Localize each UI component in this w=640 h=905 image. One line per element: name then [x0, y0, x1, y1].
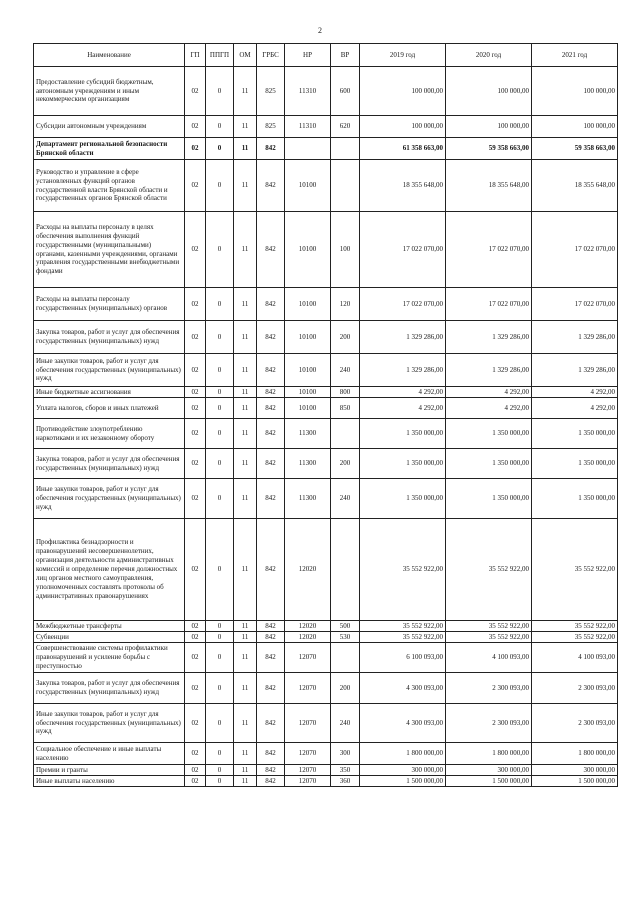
cell-ppgp: 0 — [206, 704, 234, 743]
cell-nr: 12070 — [285, 776, 331, 787]
cell-vr: 600 — [331, 67, 360, 116]
cell-nr: 10100 — [285, 321, 331, 354]
cell-om: 11 — [234, 673, 257, 704]
cell-om: 11 — [234, 632, 257, 643]
cell-ppgp: 0 — [206, 621, 234, 632]
table-row — [34, 160, 618, 212]
cell-vr — [331, 160, 360, 212]
cell-ppgp: 0 — [206, 160, 234, 212]
cell-nr: 11300 — [285, 479, 331, 519]
cell-ppgp: 0 — [206, 643, 234, 673]
cell-2020: 1 500 000,00 — [446, 776, 532, 787]
cell-nr: 11300 — [285, 449, 331, 479]
cell-om: 11 — [234, 479, 257, 519]
cell-nr: 10100 — [285, 354, 331, 387]
table-row — [34, 743, 618, 765]
cell-vr: 100 — [331, 212, 360, 288]
cell-gp: 02 — [185, 449, 206, 479]
cell-2019: 4 300 093,00 — [360, 673, 446, 704]
table-row — [34, 288, 618, 321]
cell-vr — [331, 138, 360, 160]
cell-vr: 300 — [331, 743, 360, 765]
cell-name: Совершенствование системы профилактики правонарушений и усиление борьбы с преступностью — [34, 643, 185, 673]
cell-ppgp: 0 — [206, 354, 234, 387]
cell-name: Социальное обеспечение и иные выплаты населению — [34, 743, 185, 765]
cell-name: Субсидии автономным учреждениям — [34, 116, 185, 138]
header-gp: ГП — [185, 44, 206, 67]
cell-grbs: 842 — [257, 387, 285, 398]
cell-ppgp: 0 — [206, 387, 234, 398]
header-ppgp: ППГП — [206, 44, 234, 67]
cell-2019: 1 500 000,00 — [360, 776, 446, 787]
cell-gp: 02 — [185, 704, 206, 743]
cell-grbs: 842 — [257, 419, 285, 449]
cell-grbs: 842 — [257, 479, 285, 519]
header-2020: 2020 год — [446, 44, 532, 67]
cell-2020: 1 329 286,00 — [446, 354, 532, 387]
cell-2020: 2 300 093,00 — [446, 704, 532, 743]
cell-2021: 1 350 000,00 — [532, 449, 618, 479]
cell-vr: 240 — [331, 354, 360, 387]
table-row — [34, 519, 618, 621]
cell-name: Закупка товаров, работ и услуг для обеспечения государственных (муниципальных) нужд — [34, 321, 185, 354]
cell-name: Расходы на выплаты персоналу в целях обеспечения выполнения функций государственными (муниципальными) органами, казенными учреждениями, органами управления государственными внебюджетными фондами — [34, 212, 185, 288]
cell-2020: 17 022 070,00 — [446, 288, 532, 321]
cell-ppgp: 0 — [206, 212, 234, 288]
cell-nr: 10100 — [285, 160, 331, 212]
table-row — [34, 765, 618, 776]
cell-2019: 1 350 000,00 — [360, 419, 446, 449]
page-number: 2 — [318, 26, 322, 35]
cell-2019: 35 552 922,00 — [360, 621, 446, 632]
cell-2019: 17 022 070,00 — [360, 212, 446, 288]
header-vr: ВР — [331, 44, 360, 67]
cell-nr: 12020 — [285, 632, 331, 643]
cell-om: 11 — [234, 387, 257, 398]
table-row — [34, 387, 618, 398]
cell-grbs: 842 — [257, 321, 285, 354]
cell-2021: 1 329 286,00 — [532, 354, 618, 387]
table-row — [34, 321, 618, 354]
cell-grbs: 842 — [257, 673, 285, 704]
cell-2020: 35 552 922,00 — [446, 621, 532, 632]
cell-gp: 02 — [185, 321, 206, 354]
cell-2021: 1 350 000,00 — [532, 479, 618, 519]
cell-om: 11 — [234, 776, 257, 787]
cell-gp: 02 — [185, 519, 206, 621]
table-row — [34, 116, 618, 138]
cell-2020: 4 292,00 — [446, 398, 532, 419]
cell-ppgp: 0 — [206, 138, 234, 160]
table-row — [34, 67, 618, 116]
cell-2021: 100 000,00 — [532, 116, 618, 138]
cell-2020: 59 358 663,00 — [446, 138, 532, 160]
cell-vr: 360 — [331, 776, 360, 787]
table-row — [34, 449, 618, 479]
table-row — [34, 704, 618, 743]
cell-2021: 2 300 093,00 — [532, 704, 618, 743]
cell-grbs: 842 — [257, 519, 285, 621]
cell-gp: 02 — [185, 479, 206, 519]
cell-2019: 4 292,00 — [360, 398, 446, 419]
cell-name: Субвенции — [34, 632, 185, 643]
cell-2019: 6 100 093,00 — [360, 643, 446, 673]
cell-2021: 35 552 922,00 — [532, 632, 618, 643]
cell-grbs: 842 — [257, 743, 285, 765]
cell-2019: 1 350 000,00 — [360, 449, 446, 479]
cell-2021: 35 552 922,00 — [532, 519, 618, 621]
cell-nr: 12070 — [285, 765, 331, 776]
cell-gp: 02 — [185, 116, 206, 138]
cell-2019: 18 355 648,00 — [360, 160, 446, 212]
cell-2020: 1 350 000,00 — [446, 479, 532, 519]
cell-om: 11 — [234, 116, 257, 138]
cell-2020: 1 329 286,00 — [446, 321, 532, 354]
cell-name: Департамент региональной безопасности Брянской области — [34, 138, 185, 160]
table-row — [34, 419, 618, 449]
cell-vr: 850 — [331, 398, 360, 419]
table-row — [34, 643, 618, 673]
cell-vr: 530 — [331, 632, 360, 643]
cell-nr: 12020 — [285, 519, 331, 621]
cell-grbs: 842 — [257, 138, 285, 160]
cell-nr: 12070 — [285, 643, 331, 673]
cell-2021: 4 292,00 — [532, 398, 618, 419]
cell-name: Иные закупки товаров, работ и услуг для обеспечения государственных (муниципальных) нужд — [34, 704, 185, 743]
header-2019: 2019 год — [360, 44, 446, 67]
cell-2019: 4 292,00 — [360, 387, 446, 398]
cell-2019: 17 022 070,00 — [360, 288, 446, 321]
cell-gp: 02 — [185, 643, 206, 673]
header-grbs: ГРБС — [257, 44, 285, 67]
cell-2020: 1 350 000,00 — [446, 449, 532, 479]
cell-om: 11 — [234, 288, 257, 321]
cell-2021: 1 800 000,00 — [532, 743, 618, 765]
cell-2019: 100 000,00 — [360, 116, 446, 138]
cell-grbs: 842 — [257, 632, 285, 643]
cell-nr — [285, 138, 331, 160]
table-row — [34, 138, 618, 160]
cell-2020: 100 000,00 — [446, 67, 532, 116]
cell-om: 11 — [234, 354, 257, 387]
cell-2021: 1 329 286,00 — [532, 321, 618, 354]
cell-om: 11 — [234, 519, 257, 621]
cell-ppgp: 0 — [206, 632, 234, 643]
cell-name: Расходы на выплаты персоналу государственных (муниципальных) органов — [34, 288, 185, 321]
cell-nr: 12070 — [285, 673, 331, 704]
cell-grbs: 842 — [257, 765, 285, 776]
cell-vr: 200 — [331, 321, 360, 354]
cell-vr: 800 — [331, 387, 360, 398]
cell-ppgp: 0 — [206, 743, 234, 765]
cell-gp: 02 — [185, 212, 206, 288]
table-header — [34, 44, 618, 67]
cell-ppgp: 0 — [206, 288, 234, 321]
cell-gp: 02 — [185, 160, 206, 212]
cell-2020: 1 350 000,00 — [446, 419, 532, 449]
cell-ppgp: 0 — [206, 449, 234, 479]
cell-2021: 35 552 922,00 — [532, 621, 618, 632]
cell-gp: 02 — [185, 765, 206, 776]
cell-gp: 02 — [185, 419, 206, 449]
cell-gp: 02 — [185, 632, 206, 643]
cell-om: 11 — [234, 449, 257, 479]
cell-nr: 10100 — [285, 387, 331, 398]
cell-grbs: 842 — [257, 643, 285, 673]
table-row — [34, 398, 618, 419]
cell-ppgp: 0 — [206, 673, 234, 704]
cell-2020: 2 300 093,00 — [446, 673, 532, 704]
cell-grbs: 842 — [257, 160, 285, 212]
cell-nr: 10100 — [285, 398, 331, 419]
cell-2021: 2 300 093,00 — [532, 673, 618, 704]
table-row — [34, 673, 618, 704]
cell-vr: 620 — [331, 116, 360, 138]
cell-gp: 02 — [185, 387, 206, 398]
cell-gp: 02 — [185, 621, 206, 632]
cell-grbs: 842 — [257, 354, 285, 387]
cell-2020: 300 000,00 — [446, 765, 532, 776]
cell-nr: 11310 — [285, 116, 331, 138]
cell-name: Предоставление субсидий бюджетным, автономным учреждениям и иным некоммерческим организациям — [34, 67, 185, 116]
cell-ppgp: 0 — [206, 519, 234, 621]
cell-vr: 240 — [331, 704, 360, 743]
header-om: ОМ — [234, 44, 257, 67]
cell-2020: 35 552 922,00 — [446, 632, 532, 643]
cell-2019: 35 552 922,00 — [360, 632, 446, 643]
cell-2019: 35 552 922,00 — [360, 519, 446, 621]
cell-om: 11 — [234, 743, 257, 765]
cell-name: Уплата налогов, сборов и иных платежей — [34, 398, 185, 419]
cell-nr: 10100 — [285, 288, 331, 321]
cell-gp: 02 — [185, 67, 206, 116]
cell-om: 11 — [234, 160, 257, 212]
cell-grbs: 842 — [257, 704, 285, 743]
cell-grbs: 842 — [257, 621, 285, 632]
header-2021: 2021 год — [532, 44, 618, 67]
cell-2019: 300 000,00 — [360, 765, 446, 776]
cell-ppgp: 0 — [206, 116, 234, 138]
table-row — [34, 354, 618, 387]
cell-name: Закупка товаров, работ и услуг для обеспечения государственных (муниципальных) нужд — [34, 449, 185, 479]
table-row — [34, 632, 618, 643]
cell-2020: 17 022 070,00 — [446, 212, 532, 288]
cell-gp: 02 — [185, 673, 206, 704]
cell-2020: 4 292,00 — [446, 387, 532, 398]
cell-name: Иные закупки товаров, работ и услуг для обеспечения государственных (муниципальных) нужд — [34, 479, 185, 519]
cell-om: 11 — [234, 138, 257, 160]
cell-grbs: 842 — [257, 212, 285, 288]
cell-gp: 02 — [185, 776, 206, 787]
cell-om: 11 — [234, 67, 257, 116]
cell-nr: 12070 — [285, 704, 331, 743]
cell-nr: 11300 — [285, 419, 331, 449]
cell-ppgp: 0 — [206, 776, 234, 787]
cell-om: 11 — [234, 704, 257, 743]
cell-name: Иные закупки товаров, работ и услуг для обеспечения государственных (муниципальных) нужд — [34, 354, 185, 387]
cell-ppgp: 0 — [206, 67, 234, 116]
cell-grbs: 842 — [257, 776, 285, 787]
cell-2021: 4 100 093,00 — [532, 643, 618, 673]
cell-om: 11 — [234, 398, 257, 419]
cell-2021: 4 292,00 — [532, 387, 618, 398]
cell-ppgp: 0 — [206, 398, 234, 419]
cell-2019: 100 000,00 — [360, 67, 446, 116]
cell-vr — [331, 419, 360, 449]
table-row — [34, 621, 618, 632]
cell-grbs: 825 — [257, 67, 285, 116]
cell-vr: 500 — [331, 621, 360, 632]
cell-om: 11 — [234, 419, 257, 449]
cell-om: 11 — [234, 765, 257, 776]
cell-vr — [331, 519, 360, 621]
cell-gp: 02 — [185, 743, 206, 765]
cell-vr: 350 — [331, 765, 360, 776]
cell-name: Иные бюджетные ассигнования — [34, 387, 185, 398]
cell-gp: 02 — [185, 398, 206, 419]
table-row — [34, 479, 618, 519]
cell-2020: 18 355 648,00 — [446, 160, 532, 212]
cell-2021: 1 350 000,00 — [532, 419, 618, 449]
cell-om: 11 — [234, 621, 257, 632]
cell-gp: 02 — [185, 138, 206, 160]
cell-2019: 1 329 286,00 — [360, 354, 446, 387]
cell-name: Закупка товаров, работ и услуг для обеспечения государственных (муниципальных) нужд — [34, 673, 185, 704]
cell-name: Межбюджетные трансферты — [34, 621, 185, 632]
cell-om: 11 — [234, 321, 257, 354]
cell-2020: 35 552 922,00 — [446, 519, 532, 621]
cell-2019: 61 358 663,00 — [360, 138, 446, 160]
cell-gp: 02 — [185, 354, 206, 387]
cell-vr: 120 — [331, 288, 360, 321]
cell-2021: 300 000,00 — [532, 765, 618, 776]
cell-2021: 17 022 070,00 — [532, 288, 618, 321]
cell-name: Иные выплаты населению — [34, 776, 185, 787]
header-row — [34, 44, 618, 67]
table-row — [34, 776, 618, 787]
cell-2020: 100 000,00 — [446, 116, 532, 138]
cell-ppgp: 0 — [206, 419, 234, 449]
cell-2019: 1 329 286,00 — [360, 321, 446, 354]
header-nr: НР — [285, 44, 331, 67]
cell-grbs: 842 — [257, 288, 285, 321]
cell-grbs: 825 — [257, 116, 285, 138]
cell-2021: 59 358 663,00 — [532, 138, 618, 160]
cell-grbs: 842 — [257, 398, 285, 419]
cell-name: Противодействие злоупотреблению наркотиками и их незаконному обороту — [34, 419, 185, 449]
cell-nr: 10100 — [285, 212, 331, 288]
cell-2021: 18 355 648,00 — [532, 160, 618, 212]
cell-name: Руководство и управление в сфере установленных функций органов государственной власти Брянской области и государственных органов Брянской области — [34, 160, 185, 212]
cell-2021: 17 022 070,00 — [532, 212, 618, 288]
cell-2021: 100 000,00 — [532, 67, 618, 116]
cell-2021: 1 500 000,00 — [532, 776, 618, 787]
cell-nr: 12070 — [285, 743, 331, 765]
cell-nr: 11310 — [285, 67, 331, 116]
cell-2019: 4 300 093,00 — [360, 704, 446, 743]
cell-om: 11 — [234, 643, 257, 673]
cell-ppgp: 0 — [206, 479, 234, 519]
budget-table — [33, 43, 618, 787]
cell-ppgp: 0 — [206, 765, 234, 776]
cell-2020: 1 800 000,00 — [446, 743, 532, 765]
cell-ppgp: 0 — [206, 321, 234, 354]
cell-2019: 1 350 000,00 — [360, 479, 446, 519]
cell-2020: 4 100 093,00 — [446, 643, 532, 673]
cell-grbs: 842 — [257, 449, 285, 479]
cell-name: Премии и гранты — [34, 765, 185, 776]
cell-vr: 200 — [331, 449, 360, 479]
cell-nr: 12020 — [285, 621, 331, 632]
cell-vr: 200 — [331, 673, 360, 704]
cell-2019: 1 800 000,00 — [360, 743, 446, 765]
header-name: Наименование — [34, 44, 185, 67]
cell-name: Профилактика безнадзорности и правонарушений несовершеннолетних, организация деятельности административных комиссий и определение перечня должностных лиц органов местного самоуправления, уполномоченных составлять протоколы об административных правонарушениях — [34, 519, 185, 621]
table-row — [34, 212, 618, 288]
cell-vr — [331, 643, 360, 673]
cell-om: 11 — [234, 212, 257, 288]
cell-gp: 02 — [185, 288, 206, 321]
table-body — [34, 67, 618, 787]
cell-vr: 240 — [331, 479, 360, 519]
